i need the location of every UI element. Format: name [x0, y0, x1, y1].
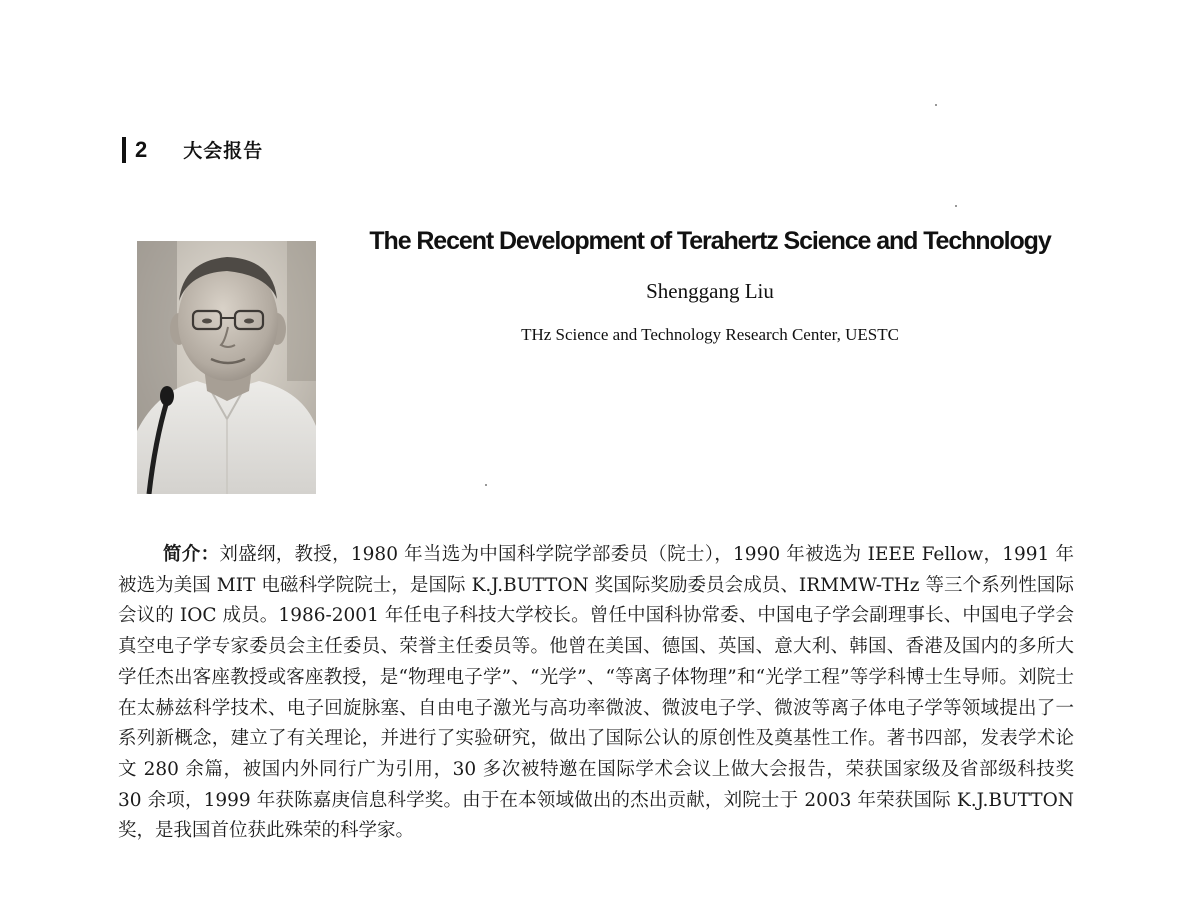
bio-paragraph — [118, 540, 1074, 923]
scan-speck — [935, 104, 937, 106]
header-bar — [122, 137, 126, 163]
bio-text: 刘盛纲，教授，1980 年当选为中国科学院学部委员（院士），1990 年被选为 IEEE Fellow，1991 年被选为美国 MIT 电磁科学院院士，是国际 K.J.BUTTON 奖国际奖励委员会成员、IRMMW-THz 等三个系列性国际会议的 IOC 成员。1986-2001 年任电子科技大学校长。曾任中国科协常委、中国电子学会副理事长、中国电子学会真空电子学专家委员会主任委员、荣誉主任委员等。他曾在美国、德国、英国、意大利、韩国、香港及国内的多所大学任杰出客座教授或客座教授，是“物理电子学”、“光学”、“等离子体物理”和“光学工程”等学科博士生导师。刘院士在太赫兹科学技术、电子回旋脉塞、自由电子激光与高功率微波、微波电子学、微波等离子体电子学等领域提出了一系列新概念，建立了有关理论，并进行了实验研究，做出了国际公认的原创性及奠基性工作。著书四部，发表学术论文 280 余篇，被国内外同行广为引用，30 多次被特邀在国际学术会议上做大会报告，荣获国家级及省部级科技奖 30 余项，1999 年获陈嘉庚信息科学奖。由于在本领域做出的杰出贡献，刘院士于 2003 年荣获国际 K.J.BUTTON 奖，是我国首位获此殊荣的科学家。 — [118, 544, 1074, 842]
author-portrait — [137, 241, 316, 494]
bio-label: 简介： — [163, 544, 220, 565]
portrait-illustration — [137, 241, 316, 494]
paper-title: The Recent Development of Terahertz Science and Technology — [369, 227, 1051, 255]
page-header — [122, 136, 263, 163]
author-affiliation: THz Science and Technology Research Center, UESTC — [521, 325, 899, 344]
page-number: 2 — [135, 136, 148, 162]
author-name: Shenggang Liu — [646, 279, 774, 303]
scan-speck — [485, 484, 487, 486]
section-title: 大会报告 — [183, 140, 264, 162]
scan-speck — [955, 205, 957, 207]
